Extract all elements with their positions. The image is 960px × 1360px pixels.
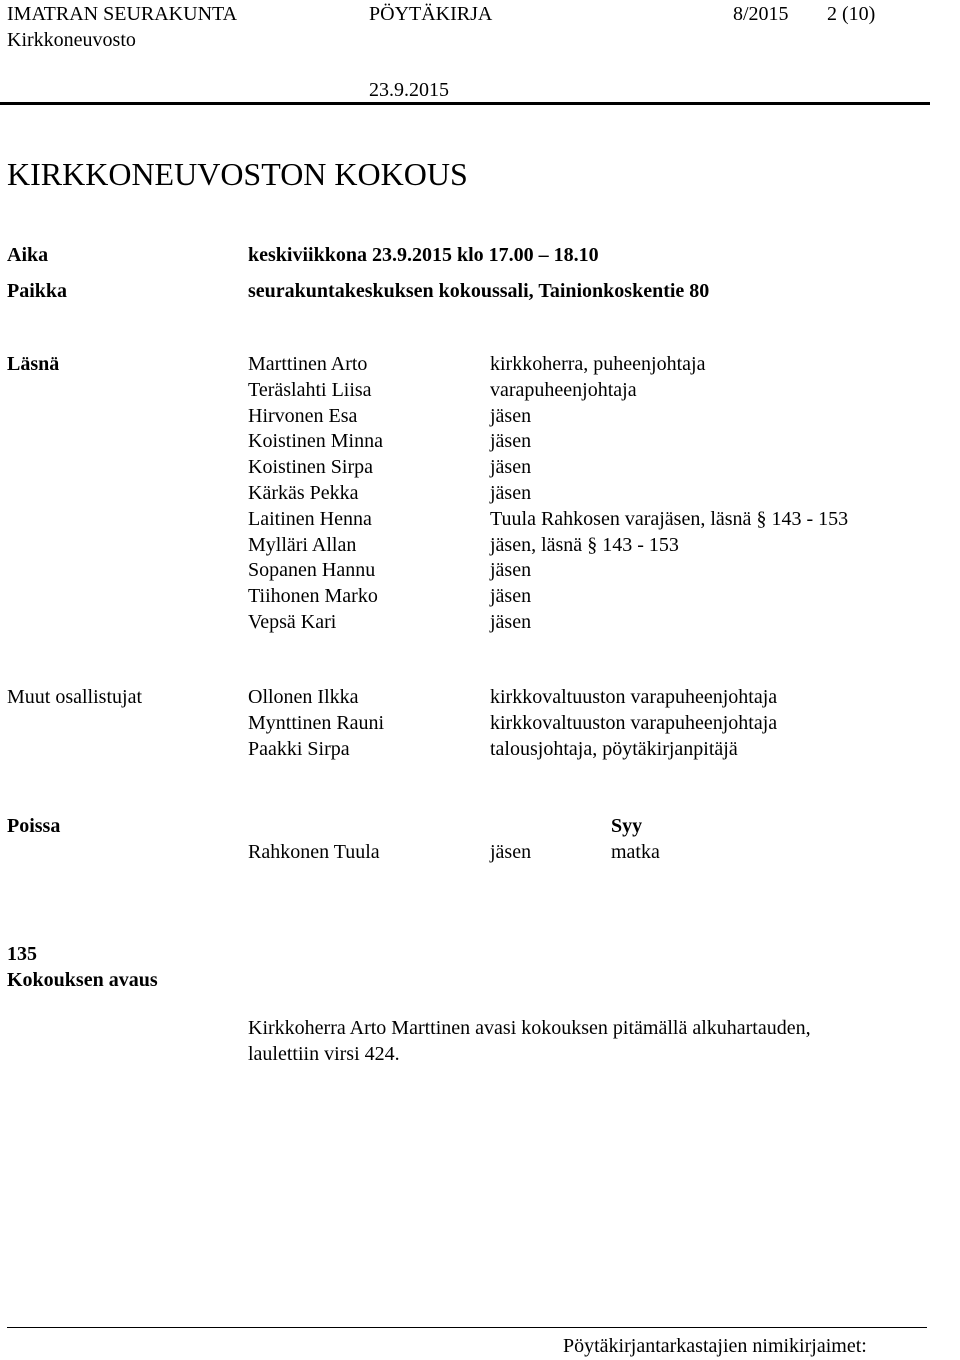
section-text-line2: laulettiin virsi 424. (248, 1043, 400, 1065)
lasna-row-role: kirkkoherra, puheenjohtaja (490, 353, 706, 375)
muut-row-name: Mynttinen Rauni (248, 711, 385, 734)
lasna-row-name: Laitinen Henna (248, 507, 372, 530)
section-number: 135 (7, 943, 37, 965)
paikka-label: Paikka (7, 280, 68, 302)
lasna-row-role: jäsen, läsnä § 143 - 153 (490, 533, 679, 556)
poissa-syy-label: Syy (611, 815, 643, 837)
lasna-row-name: Kärkäs Pekka (248, 482, 359, 504)
lasna-row-role: jäsen (490, 456, 532, 479)
lasna-row-name: Marttinen Arto (248, 353, 368, 375)
section-text-line1: Kirkkoherra Arto Marttinen avasi kokouksen pitämällä alkuhartauden, (248, 1017, 811, 1039)
page-title: KIRKKONEUVOSTON KOKOUS (7, 156, 468, 192)
header-body: Kirkkoneuvosto (7, 29, 136, 51)
lasna-row-role: jäsen (490, 559, 532, 582)
lasna-row-section-range: 143 - 153 (771, 507, 849, 530)
lasna-row-name: Koistinen Minna (248, 430, 383, 453)
lasna-row-role: varapuheenjohtaja (490, 378, 637, 401)
aika-label: Aika (7, 244, 49, 266)
lasna-row-role: jäsen (490, 611, 532, 633)
lasna-row-role: jäsen (490, 585, 532, 608)
lasna-row-section-range: 143 - 153 (602, 533, 679, 556)
header-page: 2 (10) (827, 3, 876, 25)
lasna-row-role: jäsen (490, 430, 532, 453)
lasna-row-name: Teräslahti Liisa (248, 378, 372, 401)
muut-row-name: Ollonen Ilkka (248, 686, 359, 708)
lasna-row-name: Hirvonen Esa (248, 404, 358, 427)
header-org: IMATRAN SEURAKUNTA (7, 3, 238, 25)
poissa-role: jäsen (490, 841, 532, 863)
header-date: 23.9.2015 (369, 79, 449, 101)
lasna-row-name: Koistinen Sirpa (248, 456, 373, 479)
muut-row-role: kirkkovaltuuston varapuheenjohtaja (490, 686, 778, 708)
muut-row-role: talousjohtaja, pöytäkirjanpitäjä (490, 737, 738, 760)
paikka-value: seurakuntakeskuksen kokoussali, Tainionkoskentie 80 (248, 280, 710, 302)
aika-value: keskiviikkona 23.9.2015 klo 17.00 – 18.10 (248, 244, 599, 266)
poissa-label: Poissa (7, 815, 61, 837)
lasna-row-name: Sopanen Hannu (248, 559, 376, 582)
section-symbol-icon: § (751, 507, 772, 530)
poissa-reason: matka (611, 841, 660, 863)
header-doc-number: 8/2015 (733, 3, 789, 25)
footer-signatures-label: Pöytäkirjantarkastajien nimikirjaimet: (563, 1335, 867, 1357)
section-heading: Kokouksen avaus (7, 969, 158, 991)
muut-row-role: kirkkovaltuuston varapuheenjohtaja (490, 711, 778, 734)
poissa-name: Rahkonen Tuula (248, 841, 380, 863)
header-rule (0, 102, 930, 105)
lasna-row-name: Vepsä Kari (248, 611, 337, 633)
lasna-label: Läsnä (7, 353, 60, 375)
lasna-row-role: jäsen (490, 482, 532, 504)
lasna-row-role: Tuula Rahkosen varajäsen, läsnä § 143 - 153 (490, 507, 849, 530)
header-doc-type: PÖYTÄKIRJA (369, 3, 493, 25)
muut-row-name: Paakki Sirpa (248, 737, 350, 760)
lasna-row-role: jäsen (490, 404, 532, 427)
lasna-row-name: Tiihonen Marko (248, 585, 378, 608)
footer-rule (7, 1327, 927, 1328)
muut-label: Muut osallistujat (7, 686, 142, 708)
lasna-row-name: Mylläri Allan (248, 533, 357, 556)
section-symbol-icon: § (582, 533, 603, 556)
